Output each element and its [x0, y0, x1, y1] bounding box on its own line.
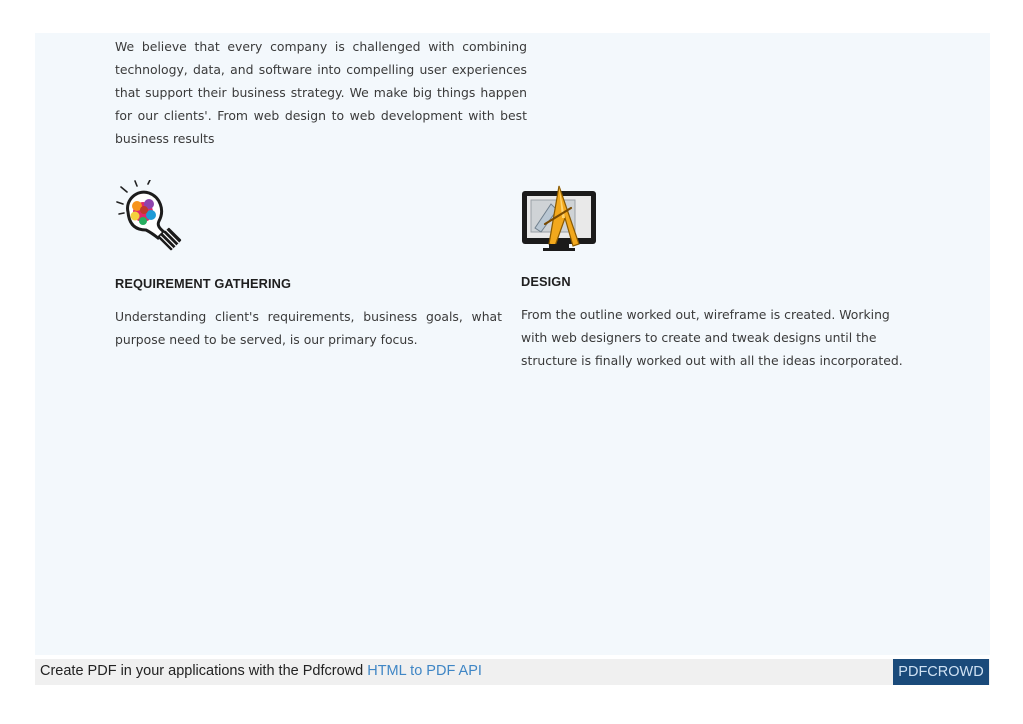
feature-description: Understanding client's requirements, business goals, what purpose need to be served, is our primary focus.	[115, 309, 502, 347]
intro-paragraph: We believe that every company is challenged with combining technology, data, and software into compelling user experiences that support their business strategy. We make big things happen for our clients'. From web design to web development with best business results	[115, 39, 527, 146]
pdf-footer-bar	[35, 659, 990, 685]
feature-design	[521, 184, 908, 372]
design-monitor-icon	[521, 184, 597, 252]
pdfcrowd-brand-link[interactable]: PDFCROWD	[893, 659, 989, 685]
feature-title: DESIGN	[521, 274, 571, 289]
feature-description: From the outline worked out, wireframe is created. Working with web designers to create and tweak designs until the structure is finally worked out with all the ideas incorporated.	[521, 307, 903, 368]
feature-requirement-gathering	[115, 180, 502, 351]
lightbulb-icon	[115, 180, 189, 252]
feature-title: REQUIREMENT GATHERING	[115, 276, 292, 291]
footer-text	[40, 663, 482, 679]
html-to-pdf-api-link[interactable]: HTML to PDF API	[367, 663, 482, 679]
footer-prefix: Create PDF in your applications with the Pdfcrowd	[40, 663, 364, 679]
